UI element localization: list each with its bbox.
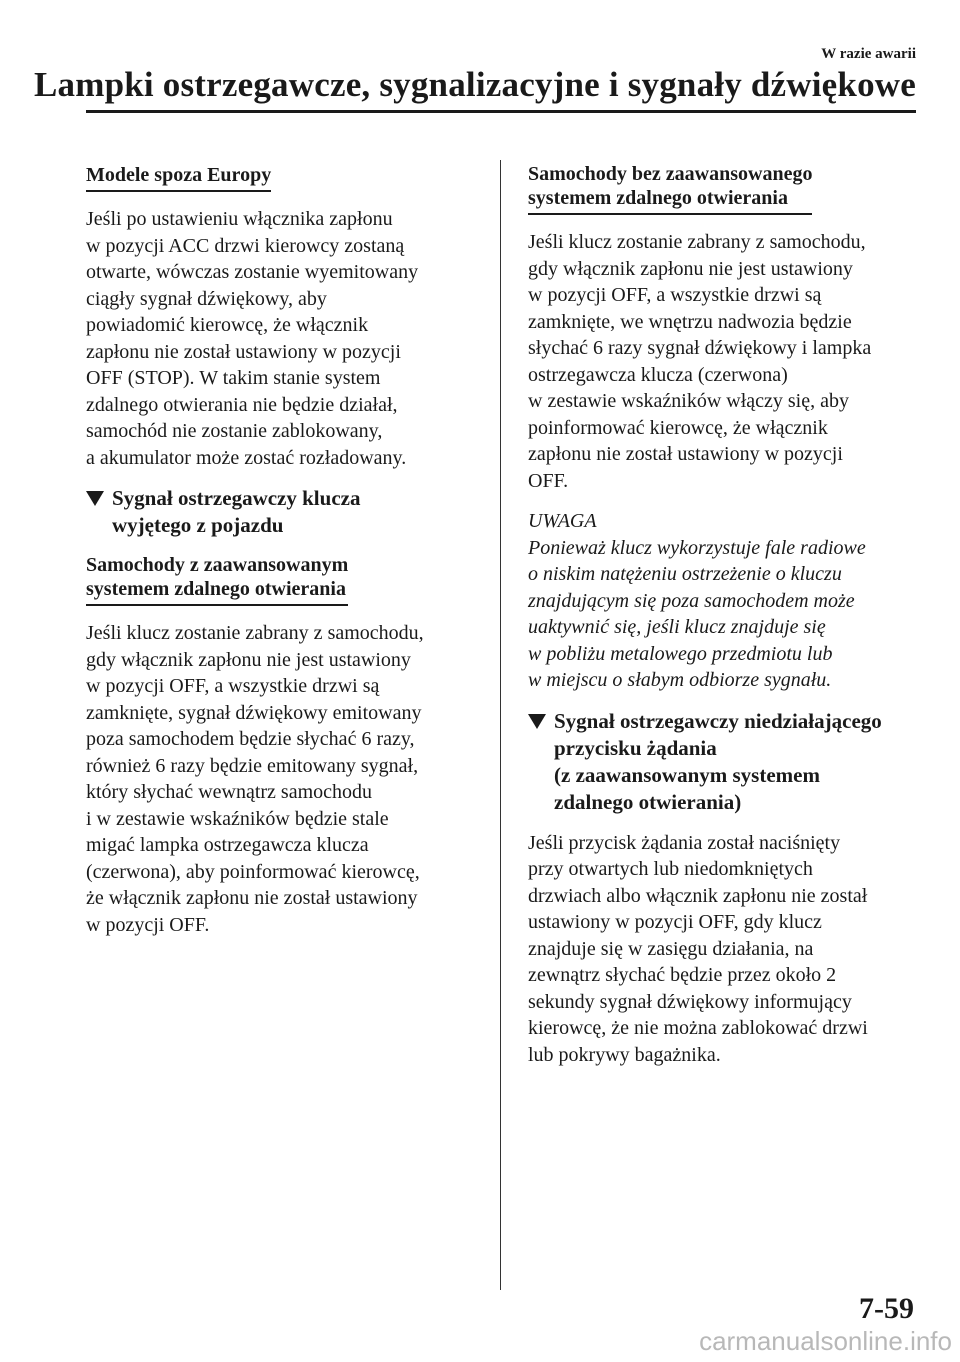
watermark-text: carmanualsonline.info [699,1326,952,1356]
paragraph-advanced-keyless: Jeśli klucz zostanie zabrany z samochodu, gdy włącznik zapłonu nie jest ustawiony w pozycji OFF, a wszystkie drzwi są zamknięte, sygnał dźwiękowy emitowany poza samochodem będzie słychać 6 razy, również 6 razy będzie emitowany sygnał, który słychać wewnątrz samochodu i w zestawie wskaźników będzie stale migać lampka ostrzegawcza klucza (czerwona), aby poinformować kierowcę, że włącznik zapłonu nie został ustawiony w pozycji OFF. [86,622,424,936]
subhead-advanced-keyless: Samochody z zaawansowanym systemem zdalnego otwierania [86,553,348,606]
column-divider [500,160,501,1290]
page-number: 7-59 [859,1292,914,1325]
paragraph-ignition-warning: Jeśli po ustawieniu włącznika zapłonu w pozycji ACC drzwi kierowcy zostaną otwarte, wówczas zostanie wyemitowany ciągły sygnał dźwiękowy, aby powiadomić kierowcę, że włącznik zapłonu nie został ustawiony w pozycji OFF (STOP). W takim stanie system zdalnego otwierania nie będzie działał, samochód nie zostanie zablokowany, a akumulator może zostać rozładowany. [86,208,419,469]
heading-text: Sygnał ostrzegawczy niedziałającego przycisku żądania (z zaawansowanym systemem zdalnego otwierania) [554,708,882,814]
page-title: Lampki ostrzegawcze, sygnalizacyjne i sygnały dźwiękowe [33,65,916,104]
right-column [528,162,912,1082]
header-rule [86,110,916,113]
paragraph-request-switch: Jeśli przycisk żądania został naciśnięty przy otwartych lub niedomkniętych drzwiach albo włącznik zapłonu nie został ustawiony w pozycji OFF, gdy klucz znajduje się w zasięgu działania, na zewnątrz słychać będzie przez około 2 sekundy sygnał dźwiękowy informujący kierowcę, że nie można zablokować drzwi lub pokrywy bagażnika. [528,831,868,1066]
subhead-basic-keyless: Samochody bez zaawansowanego systemem zdalnego otwierania [528,162,812,215]
left-column [86,162,470,952]
paragraph-basic-keyless: Jeśli klucz zostanie zabrany z samochodu, gdy włącznik zapłonu nie jest ustawiony w pozycji OFF, a wszystkie drzwi są zamknięte, we wnętrzu nadwozia będzie słychać 6 razy sygnał dźwiękowy i lampka ostrzegawcza klucza (czerwona) w zestawie wskaźników włączy się, aby poinformować kierowcę, że włącznik zapłonu nie został ustawiony w pozycji OFF. [528,231,872,492]
heading-text: Sygnał ostrzegawczy klucza wyjętego z pojazdu [112,486,361,537]
note-label: UWAGA [528,510,597,532]
note-text: Ponieważ klucz wykorzystuje fale radiowe o niskim natężeniu ostrzeżenie o kluczu znajdującym się poza samochodem może uaktywnić się, jeśli klucz znajduje się w pobliżu metalowego przedmiotu lub w miejscu o słabym odbiorze sygnału. [528,536,866,691]
watermark [699,1326,952,1357]
subhead-non-europe: Modele spoza Europy [86,163,271,192]
heading-key-removed-warning [86,485,470,539]
triangle-bullet-icon [528,714,546,729]
triangle-bullet-icon [86,491,104,506]
heading-request-switch-warning [528,708,912,816]
section-label: W razie awarii [821,46,916,62]
